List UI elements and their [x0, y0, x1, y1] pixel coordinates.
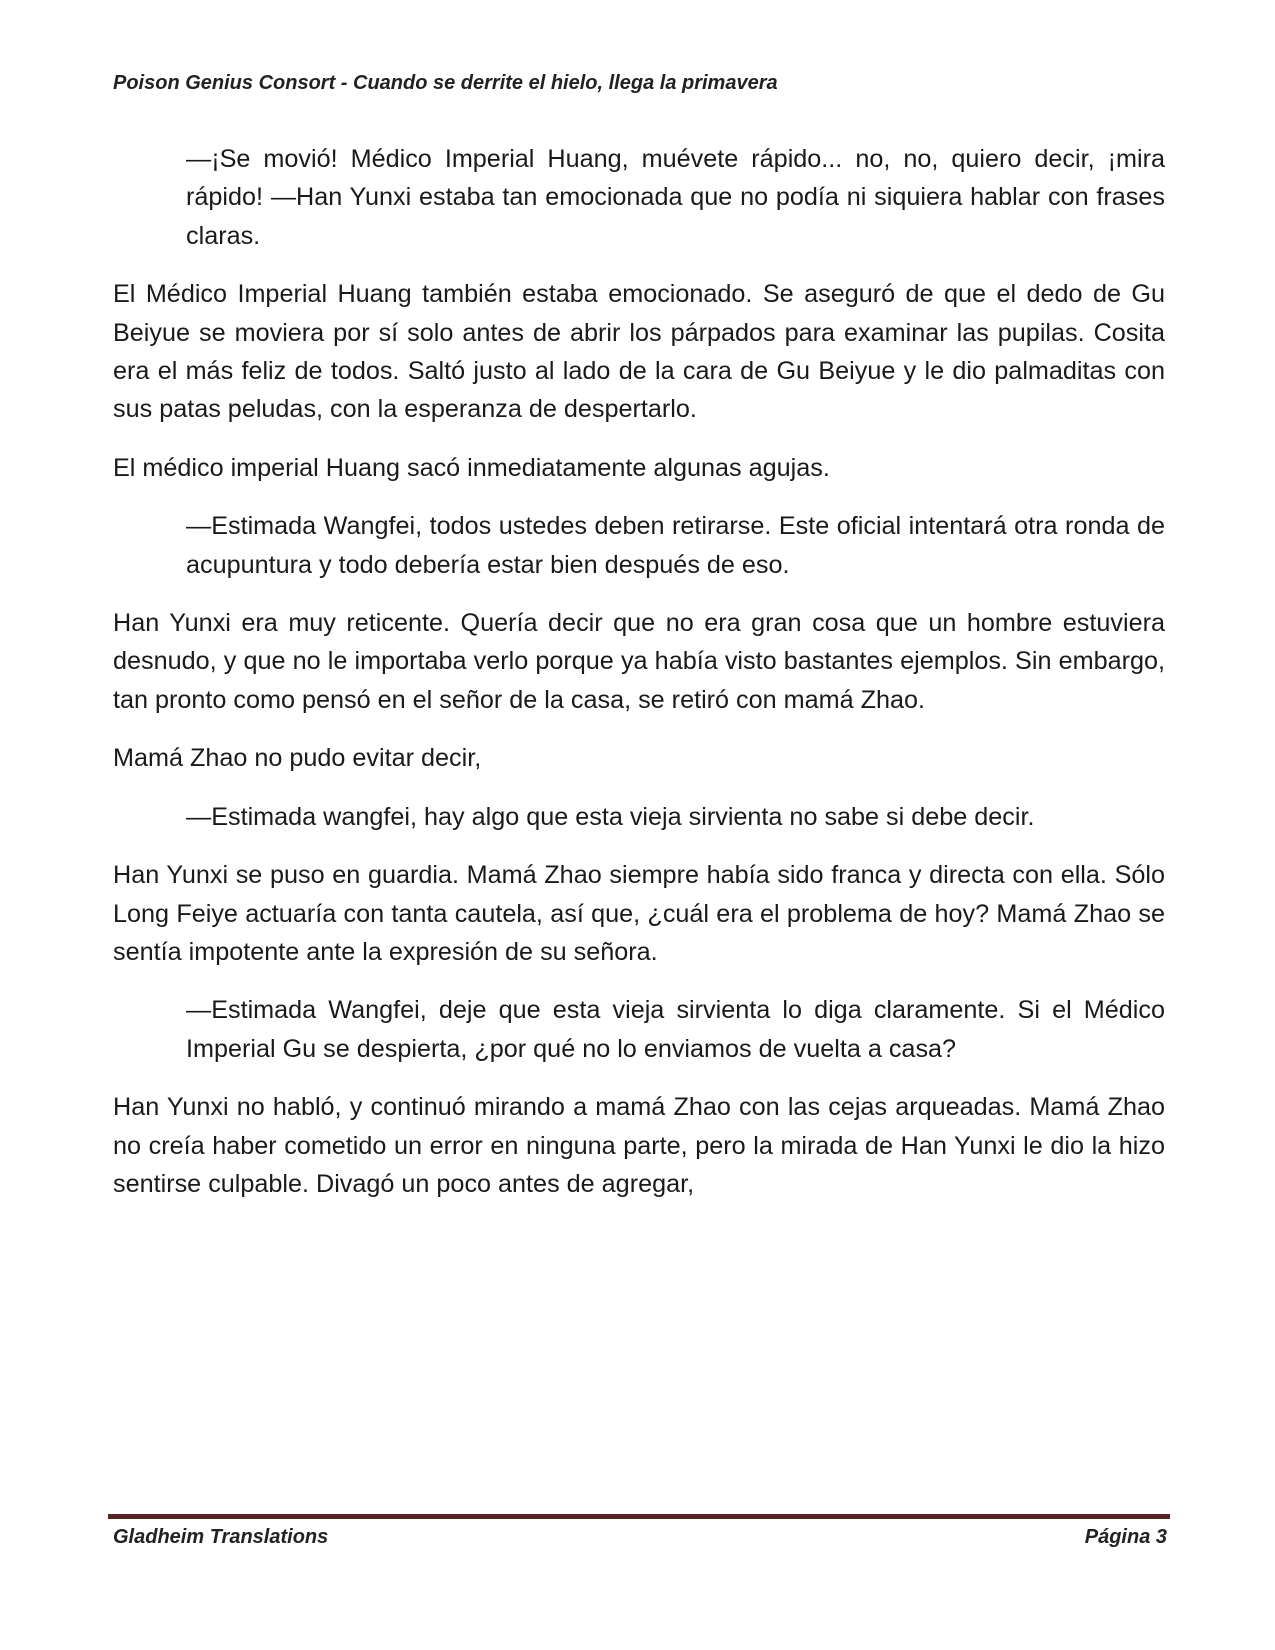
paragraph: Han Yunxi era muy reticente. Quería decir que no era gran cosa que un hombre estuviera desnudo, y que no le importaba verlo porque ya había visto bastantes ejemplos. Sin embargo, tan pronto como pensó en el señor de la casa, se retiró con mamá Zhao.: [113, 609, 1165, 714]
paragraph: El médico imperial Huang sacó inmediatamente algunas agujas.: [113, 453, 830, 482]
page-number: Página 3: [1084, 1526, 1167, 1548]
paragraph-dialog: —Estimada Wangfei, deje que esta vieja sirvienta lo diga claramente. Si el Médico Imperial Gu se despierta, ¿por qué no lo enviamos de vuelta a casa?: [186, 996, 1165, 1063]
paragraph: El Médico Imperial Huang también estaba emocionado. Se aseguró de que el dedo de Gu Beiyue se moviera por sí solo antes de abrir los párpados para examinar las pupilas. Cosita era el más feliz de todos. Saltó justo al lado de la cara de Gu Beiyue y le dio palmaditas con sus patas peludas, con la esperanza de despertarlo.: [113, 280, 1165, 424]
paragraph: Han Yunxi no habló, y continuó mirando a mamá Zhao con las cejas arqueadas. Mamá Zhao no creía haber cometido un error en ninguna parte, pero la mirada de Han Yunxi le dio la hizo sentirse culpable. Divagó un poco antes de agregar,: [113, 1093, 1165, 1198]
paragraph-dialog: —¡Se movió! Médico Imperial Huang, muévete rápido... no, no, quiero decir, ¡mira rápido! —Han Yunxi estaba tan emocionada que no podía ni siquiera hablar con frases claras.: [186, 145, 1165, 250]
footer-publisher: Gladheim Translations: [113, 1526, 329, 1548]
document-body: [113, 140, 1165, 1223]
paragraph-dialog: —Estimada wangfei, hay algo que esta vieja sirvienta no sabe si debe decir.: [186, 802, 1035, 831]
page-header: Poison Genius Consort - Cuando se derrite el hielo, llega la primavera: [113, 72, 778, 94]
paragraph: Han Yunxi se puso en guardia. Mamá Zhao siempre había sido franca y directa con ella. Sólo Long Feiye actuaría con tanta cautela, así que, ¿cuál era el problema de hoy? Mamá Zhao se sentía impotente ante la expresión de su señora.: [113, 861, 1165, 966]
paragraph-dialog: —Estimada Wangfei, todos ustedes deben retirarse. Este oficial intentará otra ronda de acupuntura y todo debería estar bien después de eso.: [186, 512, 1165, 579]
paragraph: Mamá Zhao no pudo evitar decir,: [113, 744, 482, 773]
footer-divider: [108, 1514, 1170, 1519]
